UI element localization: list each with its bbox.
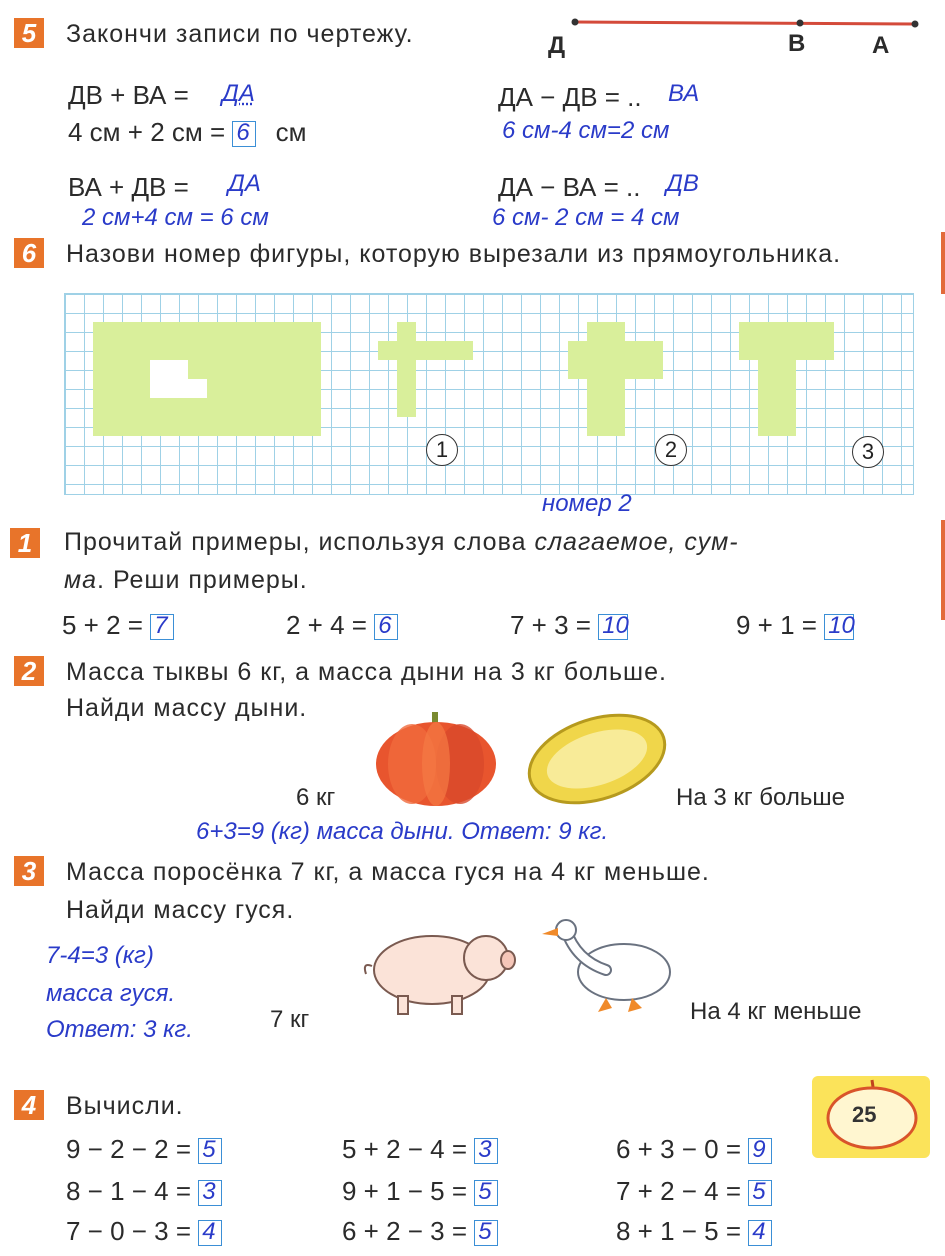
page-edge-tab — [941, 232, 945, 294]
answer-box: 9 — [748, 1138, 772, 1164]
goose-image — [536, 912, 676, 1016]
task-number-badge: 6 — [14, 238, 44, 268]
example: 2 + 4 = 6 — [286, 610, 398, 641]
handwritten-answer: Ответ: 3 кг. — [46, 1016, 193, 1043]
page-number: 25 — [852, 1102, 877, 1127]
figure-2-shape — [587, 322, 625, 436]
weight-label: На 3 кг больше — [676, 784, 845, 811]
figure-number: 2 — [655, 434, 687, 466]
point-v-marker — [797, 20, 804, 27]
task-text: ма. Реши примеры. — [64, 566, 308, 594]
handwritten-answer: 2 см+4 см = 6 см — [82, 204, 269, 231]
task-text: Назови номер фигуры, которую вырезали из прямоугольника. — [66, 240, 842, 268]
answer-box: 5 — [474, 1220, 498, 1246]
example: 6 + 3 − 0 = 9 — [616, 1134, 772, 1165]
point-a-marker — [912, 21, 919, 28]
handwritten-answer: 6 см- 2 см = 4 см — [492, 204, 680, 231]
figure-number: 1 — [426, 434, 458, 466]
example: 7 + 3 = 10 — [510, 610, 629, 640]
answer-box: 5 — [748, 1180, 772, 1206]
handwritten-answer: ВА — [668, 80, 700, 107]
weight-label: 6 кг — [296, 784, 336, 811]
equation: ДВ + ВА = — [68, 80, 189, 110]
task-text: Закончи записи по чертежу. — [66, 20, 414, 48]
example: 8 + 1 − 5 = 4 — [616, 1216, 772, 1247]
handwritten-answer: 6 см-4 см=2 см — [502, 117, 670, 144]
handwritten-answer: номер 2 — [542, 490, 632, 517]
handwritten-answer: ДА — [222, 80, 255, 107]
answer-box: 5 — [474, 1180, 498, 1206]
melon-image — [522, 712, 672, 806]
example: 9 − 2 − 2 = 5 — [66, 1134, 222, 1165]
task-text: Прочитай примеры, используя слова слагаемое, сум- — [64, 528, 739, 556]
task-text: Масса тыквы 6 кг, а масса дыни на 3 кг больше. — [66, 658, 667, 686]
equation: ВА + ДВ = — [68, 172, 189, 202]
point-a-label: А — [872, 32, 890, 59]
handwritten-answer: ДВ — [666, 170, 699, 197]
point-v-label: В — [788, 30, 806, 57]
handwritten-answer: 6+3=9 (кг) масса дыни. Ответ: 9 кг. — [196, 818, 609, 845]
example: 5 + 2 = 7 — [62, 610, 174, 641]
task-text: Найди массу гуся. — [66, 896, 295, 924]
task-number-badge: 5 — [14, 18, 44, 48]
point-d-marker — [572, 19, 579, 26]
shaded-rectangle — [93, 322, 321, 436]
answer-box: 6 — [232, 121, 256, 147]
answer-box: 6 — [374, 614, 398, 640]
weight-label: 7 кг — [270, 1006, 310, 1033]
example: 9 + 1 = 10 — [736, 610, 855, 640]
task-text: Масса поросёнка 7 кг, а масса гуся на 4 кг меньше. — [66, 858, 710, 886]
example: 7 − 0 − 3 = 4 — [66, 1216, 222, 1247]
handwritten-answer: 7-4=3 (кг) — [46, 942, 154, 969]
task-text: Найди массу дыни. — [66, 694, 308, 722]
figure-number: 3 — [852, 436, 884, 468]
task-number-badge: 1 — [10, 528, 40, 558]
task-number-badge: 3 — [14, 856, 44, 886]
figure-1-shape — [378, 341, 473, 360]
pumpkin-image — [372, 710, 502, 810]
example: 6 + 2 − 3 = 5 — [342, 1216, 498, 1247]
answer-box: 10 — [824, 614, 854, 640]
task-number-badge: 2 — [14, 656, 44, 686]
example: 5 + 2 − 4 = 3 — [342, 1134, 498, 1165]
example: 8 − 1 − 4 = 3 — [66, 1176, 222, 1207]
grid-figure — [64, 293, 914, 495]
answer-box: 4 — [748, 1220, 772, 1246]
handwritten-answer: ДА — [228, 170, 261, 197]
page-edge-tab — [941, 520, 945, 620]
pig-image — [360, 918, 520, 1018]
answer-box: 4 — [198, 1220, 222, 1246]
cutout-hole — [150, 360, 188, 398]
equation: ДА − ВА = .. — [498, 172, 641, 202]
task-text: Вычисли. — [66, 1092, 184, 1120]
answer-box: 5 — [198, 1138, 222, 1164]
answer-box: 10 — [598, 614, 628, 640]
equation: 4 см + 2 см = 6 см — [68, 117, 307, 147]
equation: ДА − ДВ = .. — [498, 82, 642, 112]
answer-box: 3 — [198, 1180, 222, 1206]
answer-box: 7 — [150, 614, 174, 640]
example: 7 + 2 − 4 = 5 — [616, 1176, 772, 1207]
figure-3-shape — [739, 322, 834, 360]
point-d-label: Д — [548, 32, 566, 59]
handwritten-answer: масса гуся. — [46, 980, 176, 1007]
answer-box: 3 — [474, 1138, 498, 1164]
task-number-badge: 4 — [14, 1090, 44, 1120]
weight-label: На 4 кг меньше — [690, 998, 862, 1025]
example: 9 + 1 − 5 = 5 — [342, 1176, 498, 1207]
